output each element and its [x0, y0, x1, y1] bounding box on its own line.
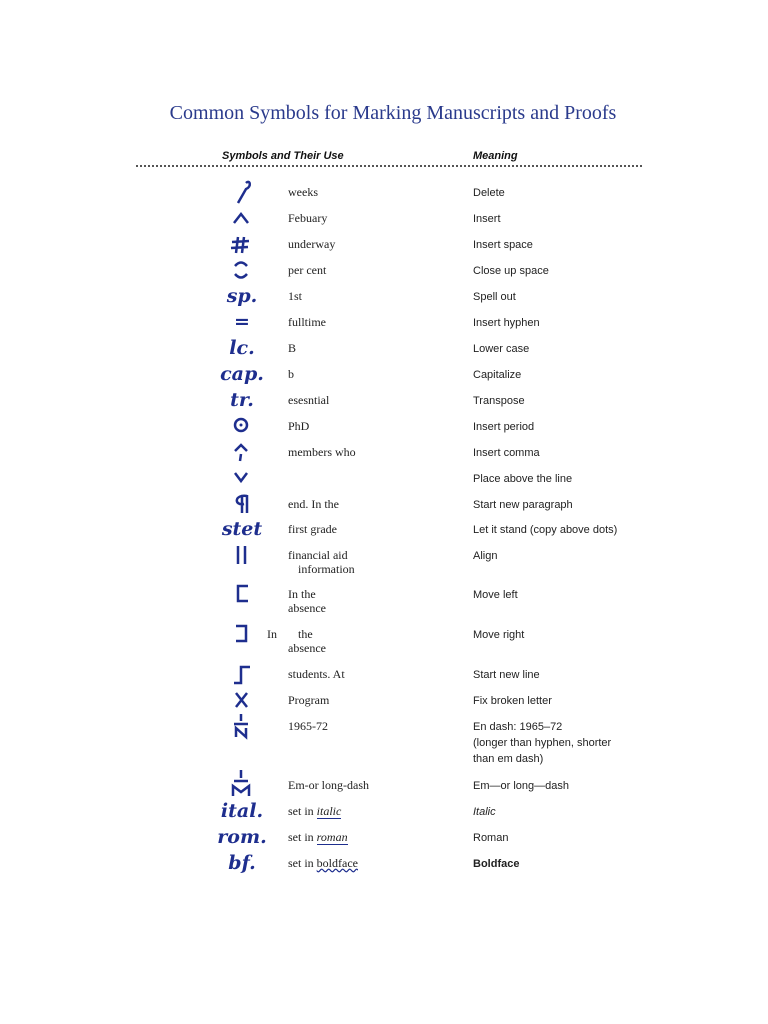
transpose-mark: tr.: [230, 389, 254, 411]
example-line-1: financial aid: [288, 548, 348, 562]
spell-out-mark: sp.: [226, 285, 258, 307]
meaning-line-3: than em dash): [473, 753, 544, 765]
example-italic-word: italic: [316, 804, 342, 818]
example-text: Febuary: [288, 211, 328, 225]
meaning-text: Insert hyphen: [473, 317, 540, 329]
example-line-2: absence: [288, 641, 326, 655]
boldface-mark: bf.: [228, 852, 256, 874]
example-line-2: absence: [288, 601, 326, 615]
example-text: Program: [288, 693, 330, 707]
meaning-text: Move left: [473, 589, 518, 601]
example-line-1: In: [267, 627, 277, 641]
example-text: end. In the: [288, 497, 339, 511]
meaning-text: Delete: [473, 187, 505, 199]
meaning-text: Place above the line: [473, 473, 573, 485]
meaning-text: Capitalize: [473, 369, 522, 381]
meaning-line-1: En dash: 1965–72: [473, 721, 563, 733]
page-title: Common Symbols for Marking Manuscripts and Proofs: [169, 102, 617, 124]
example-text: B: [288, 341, 297, 355]
align-mark-icon: [212, 540, 272, 570]
dotted-divider: [136, 165, 642, 167]
lower-case-mark: lc.: [229, 337, 255, 359]
example-prefix: set in: [288, 830, 317, 844]
example-text: [288, 804, 341, 818]
meaning-text: Fix broken letter: [473, 695, 552, 707]
example-prefix: set in: [288, 804, 317, 818]
example-line-1: In the: [288, 587, 316, 601]
roman-mark: rom.: [217, 826, 267, 848]
example-text: underway: [288, 237, 336, 251]
meaning-text: Lower case: [473, 343, 530, 355]
move-right-mark-icon: [212, 619, 272, 649]
example-text: 1965-72: [288, 719, 328, 733]
example-roman-word: roman: [316, 830, 348, 844]
example-text: Em-or long-dash: [288, 778, 369, 792]
example-text-value: 1st: [288, 289, 303, 303]
meaning-text: Insert: [473, 213, 501, 225]
stet-mark: stet: [221, 518, 263, 540]
en-dash-mark-icon: [212, 711, 272, 741]
meaning-column-header: Meaning: [473, 150, 518, 162]
meaning-text: Let it stand (copy above dots): [473, 524, 618, 536]
example-text: PhD: [288, 419, 310, 433]
meaning-text: Insert comma: [473, 447, 540, 459]
meaning-text: Align: [473, 550, 498, 562]
meaning-text: Start new line: [473, 669, 540, 681]
meaning-text: Move right: [473, 629, 525, 641]
meaning-line-2: (longer than hyphen, shorter: [473, 737, 612, 749]
example-text: students. At: [288, 667, 345, 681]
example-text: [288, 548, 355, 576]
meaning-text: Spell out: [473, 291, 516, 303]
meaning-text: Insert space: [473, 239, 533, 251]
example-text: b: [288, 367, 294, 381]
capitalize-mark: cap.: [220, 363, 264, 385]
example-line-2: information: [298, 562, 355, 576]
symbols-column-header: Symbols and Their Use: [222, 150, 344, 162]
example-text: members who: [288, 445, 356, 459]
example-boldface-word: boldface: [316, 856, 358, 870]
example-text: esesntial: [288, 393, 330, 407]
example-text: first grade: [288, 522, 337, 536]
example-text: weeks: [288, 185, 318, 199]
meaning-text: Em—or long—dash: [473, 780, 569, 792]
move-left-mark-icon: [212, 579, 272, 609]
meaning-text: Insert period: [473, 421, 535, 433]
example-text: [288, 289, 302, 303]
example-text: [288, 856, 358, 870]
meaning-text: Boldface: [473, 858, 520, 870]
meaning-text: [473, 719, 663, 767]
example-text: [267, 627, 326, 655]
meaning-text: Start new paragraph: [473, 499, 573, 511]
meaning-text: Close up space: [473, 265, 549, 277]
meaning-text: Roman: [473, 832, 509, 844]
example-text: per cent: [288, 263, 327, 277]
meaning-text: Italic: [473, 806, 496, 818]
italic-mark: ital.: [220, 800, 264, 822]
example-text: [288, 830, 348, 844]
example-text: [288, 587, 326, 615]
example-text: fulltime: [288, 315, 326, 329]
hyphen-mark: =: [234, 311, 250, 333]
meaning-text: Transpose: [473, 395, 525, 407]
example-prefix: set in: [288, 856, 317, 870]
example-line-1b: the: [298, 627, 313, 641]
